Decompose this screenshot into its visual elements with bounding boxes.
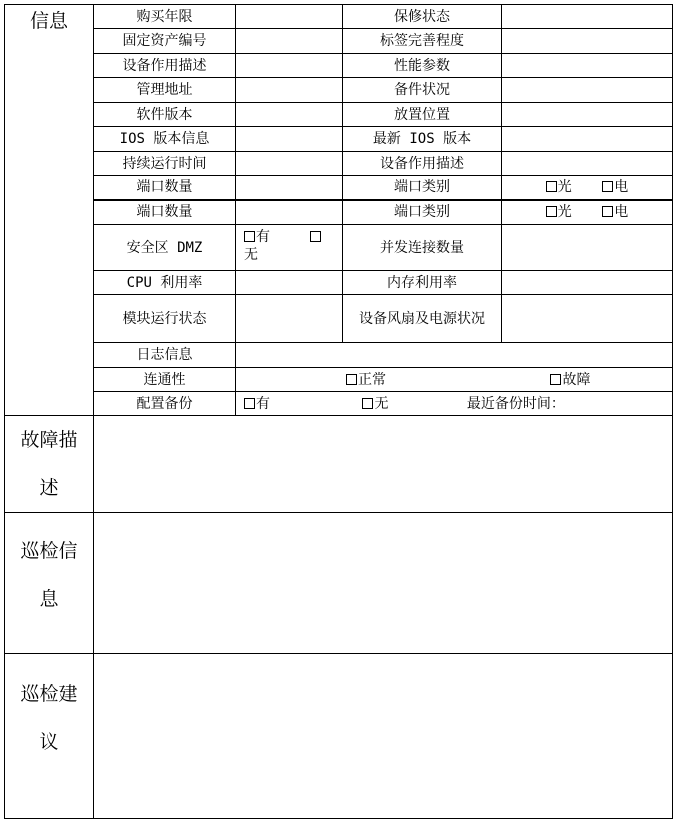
dmz-yes-checkbox[interactable] <box>244 231 255 242</box>
label-port-count-2: 端口数量 <box>94 200 236 225</box>
config-backup-options <box>236 392 673 416</box>
section-patrol-advice-line2: 议 <box>39 731 59 753</box>
section-fault-label <box>5 416 94 513</box>
label-label-completeness: 标签完善程度 <box>343 29 502 54</box>
section-patrol-info-line1: 巡检信 <box>20 540 78 562</box>
label-performance-params: 性能参数 <box>343 54 502 78</box>
label-software-version: 软件版本 <box>94 103 236 127</box>
label-location: 放置位置 <box>343 103 502 127</box>
value-management-address[interactable] <box>236 78 343 103</box>
patrol-info-area[interactable] <box>94 513 673 654</box>
port-type-options-2 <box>502 200 673 225</box>
connectivity-normal-label: 正常 <box>358 371 386 388</box>
value-software-version[interactable] <box>236 103 343 127</box>
value-location[interactable] <box>502 103 673 127</box>
section-patrol-advice-line1: 巡检建 <box>20 683 78 705</box>
value-log-info[interactable] <box>236 343 673 368</box>
label-ios-version-info: IOS 版本信息 <box>94 127 236 152</box>
value-uptime[interactable] <box>236 152 343 176</box>
section-fault-line1: 故障描 <box>20 429 78 451</box>
copper-checkbox[interactable] <box>602 181 613 192</box>
value-cpu-usage[interactable] <box>236 271 343 295</box>
label-dmz: 安全区 DMZ <box>94 225 236 271</box>
fiber-option-label-2: 光 <box>557 204 572 221</box>
label-fan-power-status: 设备风扇及电源状况 <box>343 295 502 343</box>
dmz-no-label: 无 <box>244 247 258 263</box>
label-memory-usage: 内存利用率 <box>343 271 502 295</box>
label-connectivity: 连通性 <box>94 368 236 392</box>
copper-checkbox-2[interactable] <box>602 206 613 217</box>
label-device-role-2: 设备作用描述 <box>343 152 502 176</box>
backup-yes-checkbox[interactable] <box>244 398 255 409</box>
value-label-completeness[interactable] <box>502 29 673 54</box>
label-management-address: 管理地址 <box>94 78 236 103</box>
label-device-role: 设备作用描述 <box>94 54 236 78</box>
port-type-options <box>502 176 673 200</box>
section-fault-line2: 述 <box>39 477 59 499</box>
label-log-info: 日志信息 <box>94 343 236 368</box>
label-warranty-status: 保修状态 <box>343 5 502 29</box>
label-config-backup: 配置备份 <box>94 392 236 416</box>
value-warranty-status[interactable] <box>502 5 673 29</box>
value-concurrent-connections[interactable] <box>502 225 673 271</box>
section-patrol-info-line2: 息 <box>39 588 59 610</box>
inspection-form-table <box>4 4 673 819</box>
label-port-type-2: 端口类别 <box>343 200 502 225</box>
value-asset-number[interactable] <box>236 29 343 54</box>
dmz-no-checkbox[interactable] <box>310 231 321 242</box>
label-cpu-usage: CPU 利用率 <box>94 271 236 295</box>
connectivity-fault-label: 故障 <box>562 371 591 388</box>
value-fan-power-status[interactable] <box>502 295 673 343</box>
connectivity-normal-checkbox[interactable] <box>346 374 357 385</box>
value-port-count-2[interactable] <box>236 200 343 225</box>
connectivity-fault-checkbox[interactable] <box>550 374 561 385</box>
value-spare-parts[interactable] <box>502 78 673 103</box>
dmz-yes-label: 有 <box>256 229 270 245</box>
value-module-status[interactable] <box>236 295 343 343</box>
fiber-option-label: 光 <box>557 179 572 196</box>
value-device-role-2[interactable] <box>502 152 673 176</box>
label-spare-parts: 备件状况 <box>343 78 502 103</box>
backup-no-label: 无 <box>374 395 389 412</box>
backup-yes-label: 有 <box>256 395 270 412</box>
value-port-count[interactable] <box>236 176 343 200</box>
backup-no-checkbox[interactable] <box>362 398 373 409</box>
label-port-count: 端口数量 <box>94 176 236 200</box>
copper-option-label: 电 <box>614 179 629 196</box>
patrol-advice-area[interactable] <box>94 654 673 819</box>
value-memory-usage[interactable] <box>502 271 673 295</box>
value-latest-ios-version[interactable] <box>502 127 673 152</box>
label-port-type: 端口类别 <box>343 176 502 200</box>
label-latest-ios-version: 最新 IOS 版本 <box>343 127 502 152</box>
label-uptime: 持续运行时间 <box>94 152 236 176</box>
value-purchase-years[interactable] <box>236 5 343 29</box>
section-patrol-advice-label <box>5 654 94 819</box>
label-concurrent-connections: 并发连接数量 <box>343 225 502 271</box>
last-backup-time-label: 最近备份时间： <box>466 395 565 412</box>
fiber-checkbox-2[interactable] <box>546 206 557 217</box>
section-patrol-info-label <box>5 513 94 654</box>
section-info-label: 信息 <box>5 5 94 416</box>
label-purchase-years: 购买年限 <box>94 5 236 29</box>
dmz-options <box>236 225 343 271</box>
fault-description-area[interactable] <box>94 416 673 513</box>
connectivity-options <box>236 368 673 392</box>
copper-option-label-2: 电 <box>614 204 629 221</box>
value-performance-params[interactable] <box>502 54 673 78</box>
value-device-role[interactable] <box>236 54 343 78</box>
label-asset-number: 固定资产编号 <box>94 29 236 54</box>
fiber-checkbox[interactable] <box>546 181 557 192</box>
label-module-status: 模块运行状态 <box>94 295 236 343</box>
value-ios-version-info[interactable] <box>236 127 343 152</box>
